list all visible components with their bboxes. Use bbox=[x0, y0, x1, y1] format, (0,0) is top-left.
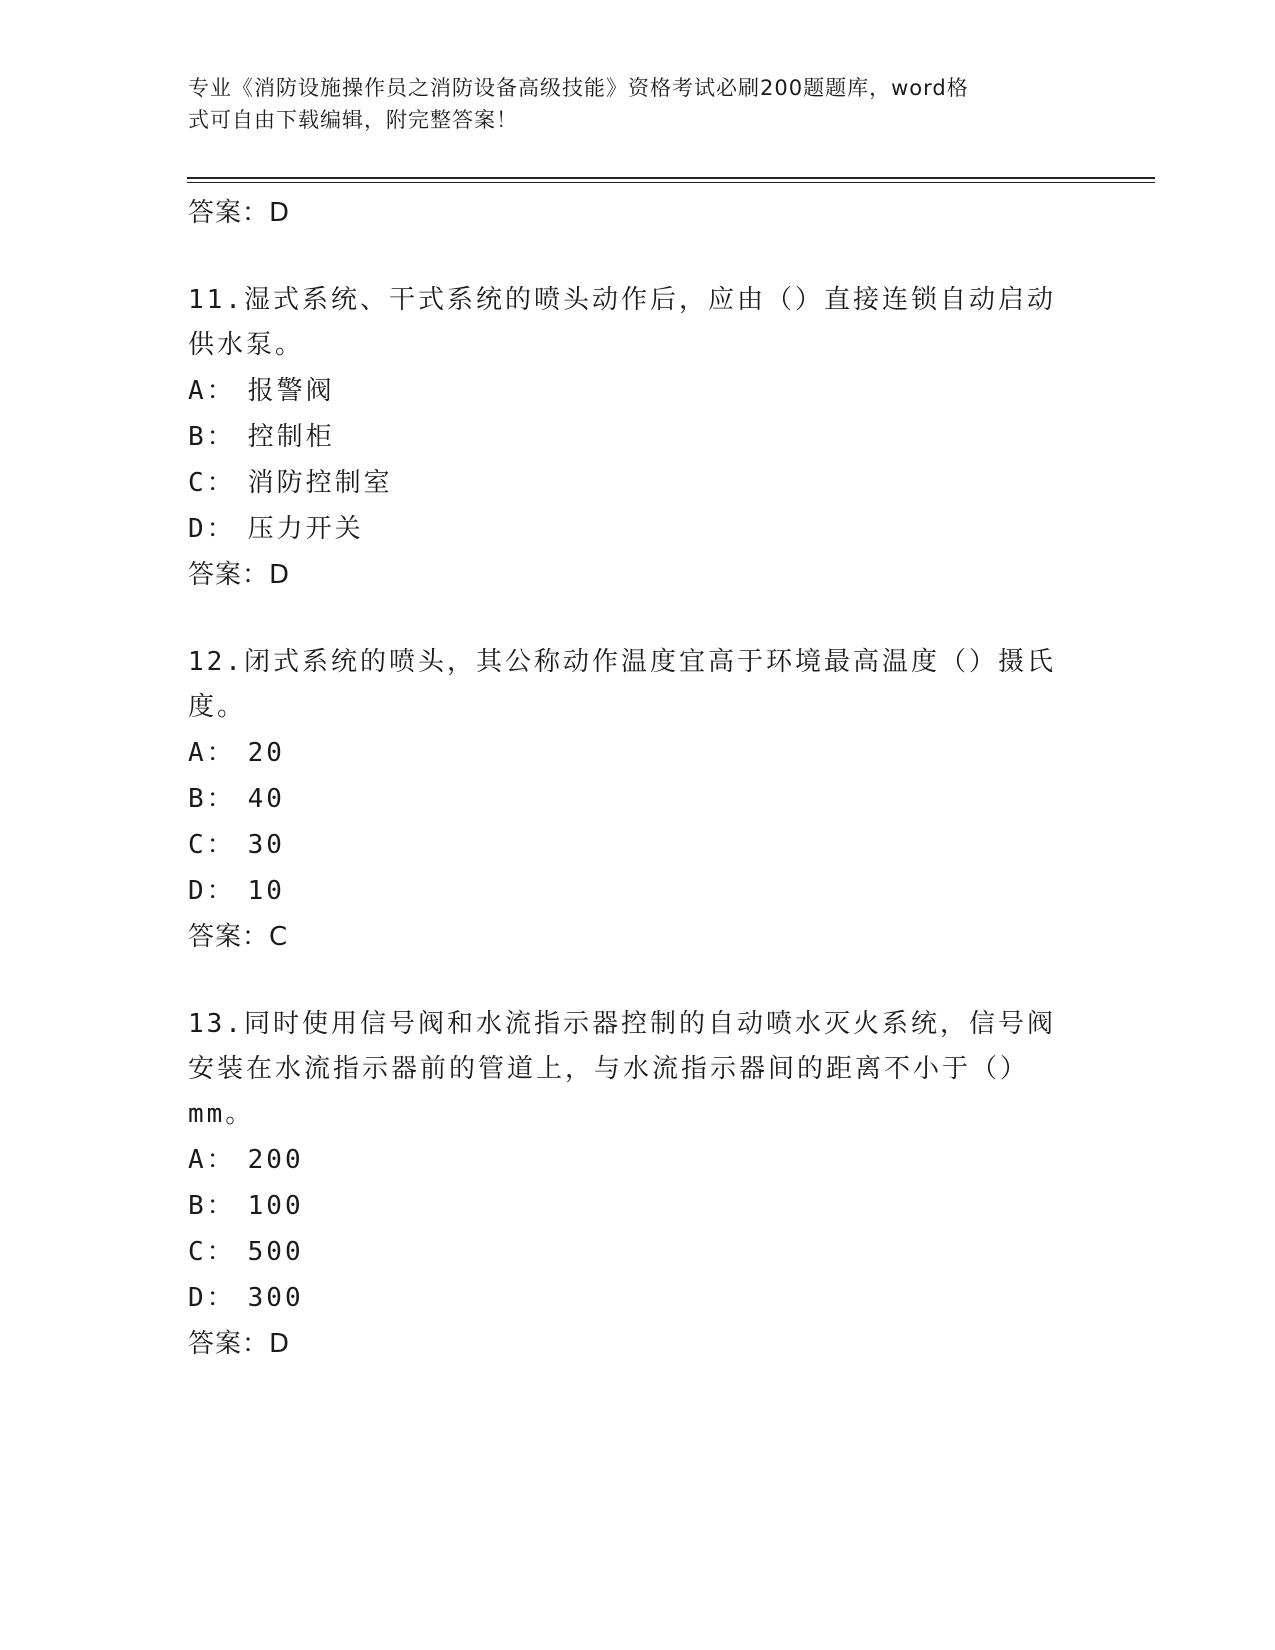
answer-line: 答案：D bbox=[188, 560, 291, 590]
option-letter: D： bbox=[188, 876, 236, 906]
question-stem: 13.同时使用信号阀和水流指示器控制的自动喷水灭火系统，信号阀安装在水流指示器前的管道上，与水流指示器间的距离不小于（）mm。 bbox=[188, 1009, 1056, 1129]
option-text: 300 bbox=[247, 1283, 304, 1313]
option-text: 30 bbox=[247, 830, 285, 860]
option-letter: C： bbox=[188, 830, 236, 860]
option-text: 控制柜 bbox=[247, 422, 335, 452]
option-letter: D： bbox=[188, 1283, 236, 1313]
option-letter: B： bbox=[188, 784, 236, 814]
option-b bbox=[188, 1183, 1088, 1229]
option-b bbox=[188, 776, 1088, 822]
option-letter: C： bbox=[188, 468, 236, 498]
option-c bbox=[188, 460, 1088, 506]
question-block bbox=[188, 640, 1088, 960]
question-block bbox=[188, 278, 1088, 598]
page-header bbox=[188, 72, 1068, 136]
option-a bbox=[188, 730, 1088, 776]
option-text: 报警阀 bbox=[247, 376, 335, 406]
option-text: 200 bbox=[247, 1145, 304, 1175]
question-block bbox=[188, 1002, 1088, 1367]
header-divider-thin bbox=[187, 182, 1155, 183]
option-text: 10 bbox=[247, 876, 285, 906]
option-text: 压力开关 bbox=[247, 514, 364, 544]
option-text: 100 bbox=[247, 1191, 304, 1221]
header-divider-thick bbox=[187, 177, 1155, 179]
option-a bbox=[188, 368, 1088, 414]
answer-line: 答案：C bbox=[188, 922, 289, 952]
answer-line: 答案：D bbox=[188, 1329, 291, 1359]
option-d bbox=[188, 868, 1088, 914]
answer-line: 答案：D bbox=[188, 198, 291, 228]
option-letter: D： bbox=[188, 514, 236, 544]
option-b bbox=[188, 414, 1088, 460]
option-d bbox=[188, 1275, 1088, 1321]
question-stem: 11.湿式系统、干式系统的喷头动作后，应由（）直接连锁自动启动供水泵。 bbox=[188, 285, 1056, 360]
header-line-2: 式可自由下载编辑，附完整答案！ bbox=[188, 108, 518, 132]
option-letter: A： bbox=[188, 738, 236, 768]
option-letter: A： bbox=[188, 1145, 236, 1175]
option-letter: B： bbox=[188, 1191, 236, 1221]
question-list bbox=[188, 190, 1088, 1367]
question-stem: 12.闭式系统的喷头，其公称动作温度宜高于环境最高温度（）摄氏度。 bbox=[188, 647, 1056, 722]
option-letter: A： bbox=[188, 376, 236, 406]
option-letter: B： bbox=[188, 422, 236, 452]
option-text: 40 bbox=[247, 784, 285, 814]
option-a bbox=[188, 1137, 1088, 1183]
option-d bbox=[188, 506, 1088, 552]
option-text: 20 bbox=[247, 738, 285, 768]
option-text: 500 bbox=[247, 1237, 304, 1267]
option-c bbox=[188, 1229, 1088, 1275]
option-letter: C： bbox=[188, 1237, 236, 1267]
option-c bbox=[188, 822, 1088, 868]
header-line-1: 专业《消防设施操作员之消防设备高级技能》资格考试必刷200题题库，word格 bbox=[188, 76, 969, 100]
option-text: 消防控制室 bbox=[247, 468, 393, 498]
